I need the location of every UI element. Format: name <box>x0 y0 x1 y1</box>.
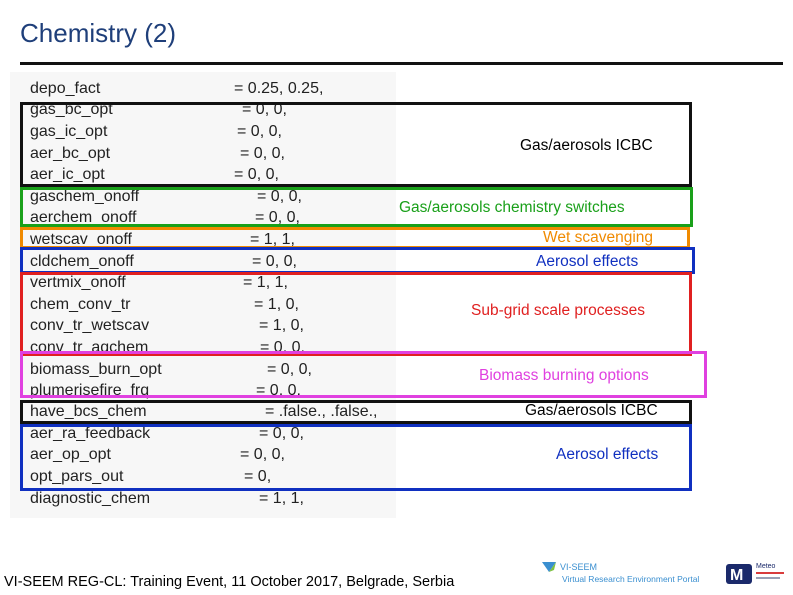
param-name: aer_bc_opt <box>30 145 111 162</box>
param-value: = 0, 0, <box>259 425 304 442</box>
viseem-logo-subtext: Virtual Research Environment Portal <box>562 574 700 584</box>
param-name: aer_ra_feedback <box>30 425 151 442</box>
param-name: chem_conv_tr <box>30 296 131 313</box>
param-value: = 0.25, 0.25, <box>234 80 324 97</box>
biomass-burning-label: Biomass burning options <box>479 367 649 384</box>
param-value: = 1, 1, <box>243 274 288 291</box>
param-value: = 1, 1, <box>250 231 295 248</box>
param-value: = 0, 0, <box>240 446 285 463</box>
param-name: plumerisefire_frq <box>30 382 150 399</box>
param-value: = 0, 0, <box>234 166 279 183</box>
param-name: diagnostic_chem <box>30 490 151 507</box>
param-name: cldchem_onoff <box>30 253 134 270</box>
param-name: aer_op_opt <box>30 446 111 463</box>
param-value: = 0, <box>244 468 272 485</box>
param-name: conv_tr_aqchem <box>30 339 149 356</box>
param-name: vertmix_onoff <box>30 274 126 291</box>
param-value: = .false., .false., <box>265 403 378 420</box>
param-name: biomass_burn_opt <box>30 361 162 378</box>
meteo-logo <box>726 558 788 588</box>
subgrid-processes-label: Sub-grid scale processes <box>471 302 646 319</box>
svg-text:M: M <box>730 567 744 584</box>
param-value: = 0, 0, <box>267 361 312 378</box>
param-value: = 1, 0, <box>254 296 299 313</box>
param-name: wetscav_onoff <box>30 231 132 248</box>
param-name: gas_bc_opt <box>30 101 113 118</box>
icbc-label-2: Gas/aerosols ICBC <box>525 402 658 419</box>
viseem-logo-text: VI-SEEM <box>560 562 598 572</box>
param-name: aerchem_onoff <box>30 209 137 226</box>
param-value: = 0, 0, <box>255 209 300 226</box>
wet-scavenging-label: Wet scavenging <box>543 229 653 246</box>
aerosol-effects-label: Aerosol effects <box>536 253 639 270</box>
icbc-label: Gas/aerosols ICBC <box>520 137 653 154</box>
footer-event-text: VI-SEEM REG-CL: Training Event, 11 October 2017, Belgrade, Serbia <box>4 574 455 590</box>
param-name: have_bcs_chem <box>30 403 147 420</box>
slide-title: Chemistry (2) <box>20 18 177 48</box>
meteo-logo-text: Meteo <box>756 563 776 570</box>
param-value: = 0, 0, <box>260 339 305 356</box>
param-name: opt_pars_out <box>30 468 124 485</box>
param-value: = 0, 0, <box>257 188 302 205</box>
param-name: conv_tr_wetscav <box>30 317 150 334</box>
param-name: gaschem_onoff <box>30 188 140 205</box>
param-name: aer_ic_opt <box>30 166 105 183</box>
param-value: = 0, 0, <box>256 382 301 399</box>
aerosol-effects-label-2: Aerosol effects <box>556 446 659 463</box>
viseem-logo <box>540 558 740 586</box>
param-name: gas_ic_opt <box>30 123 108 140</box>
param-value: = 0, 0, <box>237 123 282 140</box>
param-value: = 0, 0, <box>242 101 287 118</box>
param-value: = 0, 0, <box>252 253 297 270</box>
param-value: = 0, 0, <box>240 145 285 162</box>
param-value: = 1, 1, <box>259 490 304 507</box>
title-divider <box>20 62 783 65</box>
chemistry-switches-label: Gas/aerosols chemistry switches <box>399 199 625 216</box>
param-value: = 1, 0, <box>259 317 304 334</box>
param-name: depo_fact <box>30 80 101 97</box>
